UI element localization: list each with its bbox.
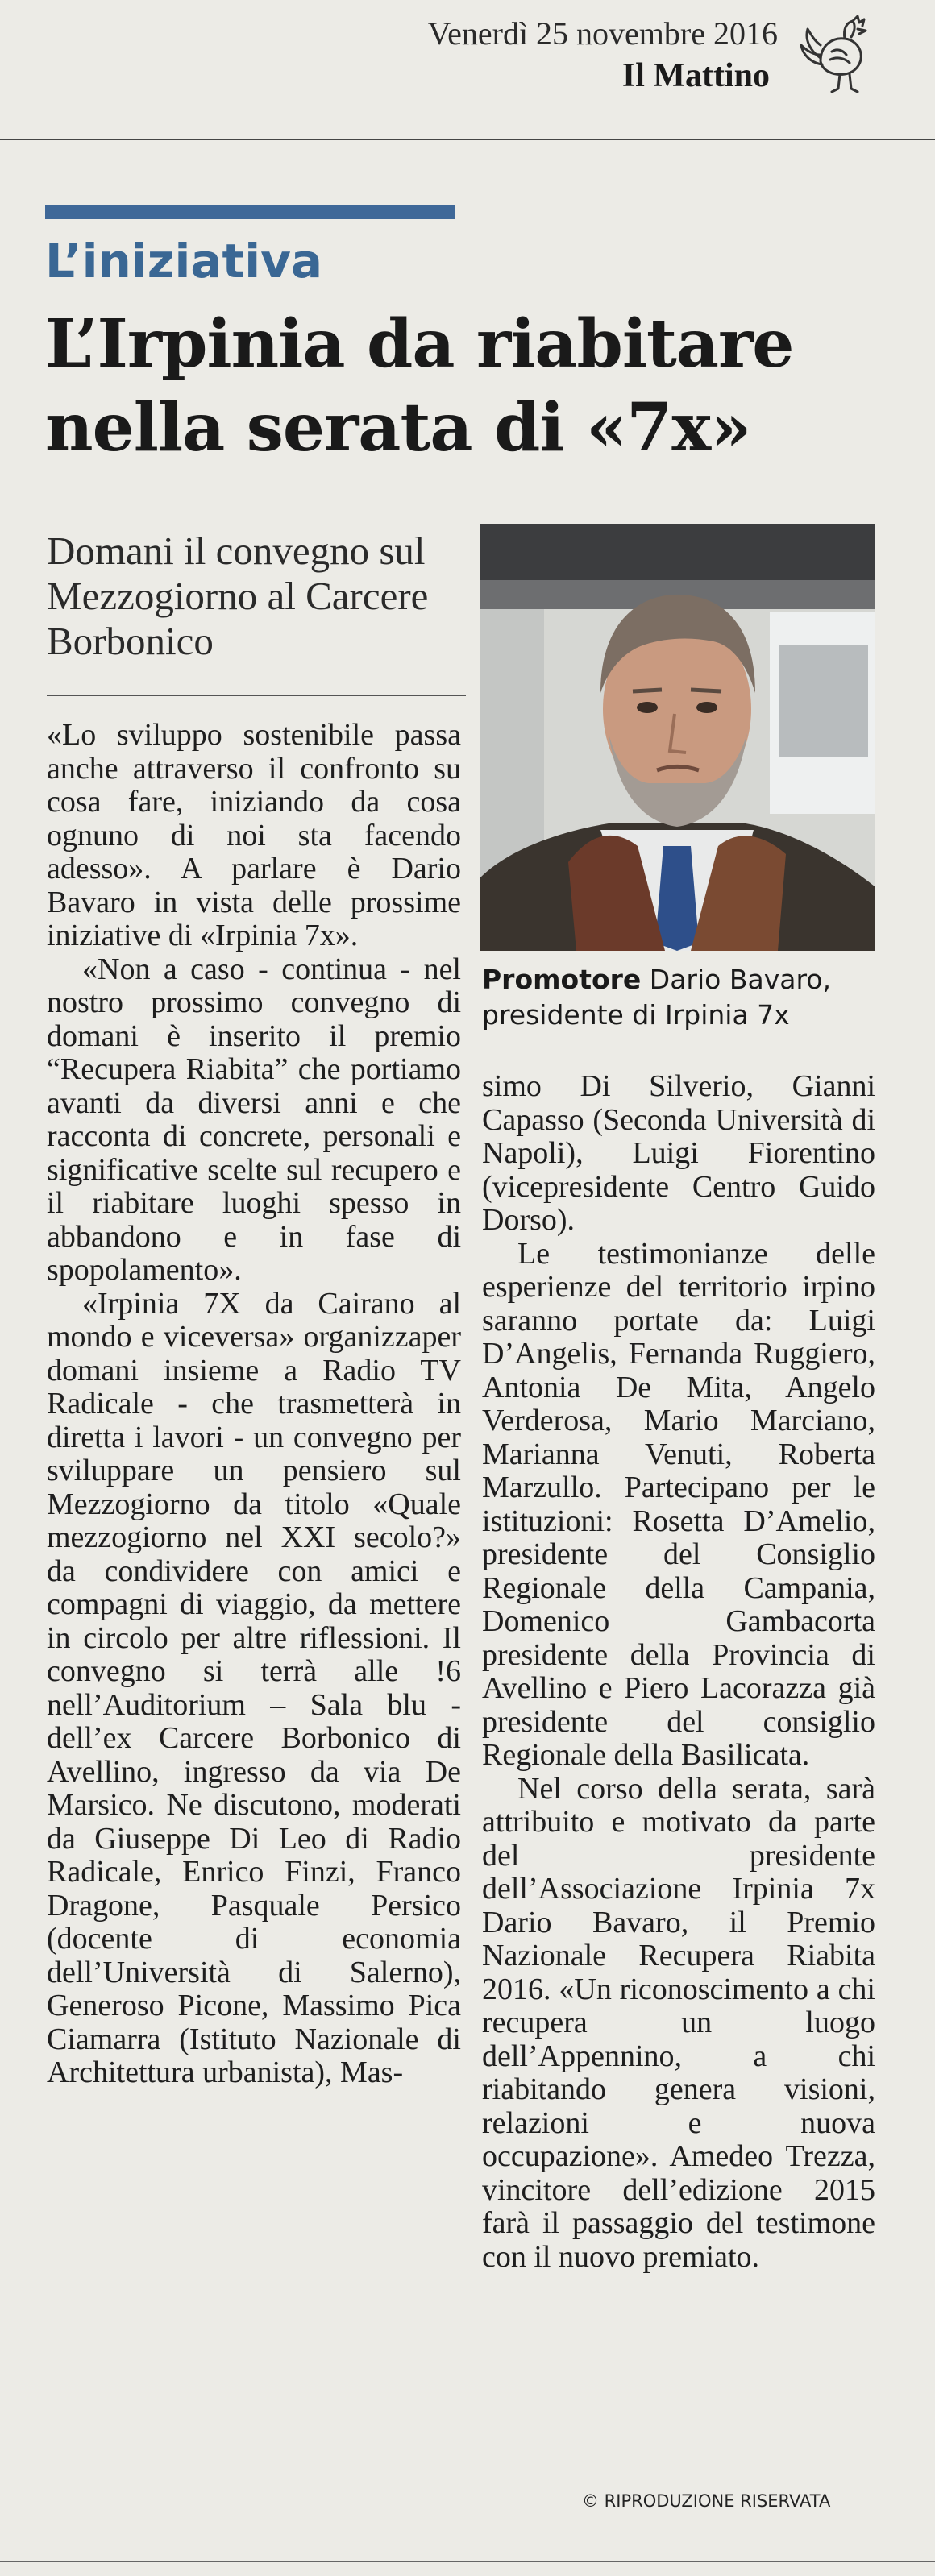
article-column-right: [482, 1070, 875, 2274]
copyright-notice: © RIPRODUZIONE RISERVATA: [582, 2491, 831, 2511]
headline-line-2: nella serata di «7x»: [45, 389, 751, 467]
publication-date: Venerdì 25 novembre 2016: [427, 15, 778, 52]
article-paragraph: «Irpinia 7X da Cairano al mondo e viceversa» organizzaper domani insieme a Radio TV Radicale - che trasmetterà in diretta i lavori - un convegno per sviluppare un pensiero sul Mezzogiorno da titolo «Quale mezzogiorno nel XXI secolo?» da condividere con amici e compagni di viaggio, da mettere in circolo per altre riflessioni. Il convegno si terrà alle !6 nell’Auditorium – Sala blu - dell’ex Carcere Borbonico di Avellino, ingresso da via De Marsico. Ne discutono, moderati da Giuseppe Di Leo di Radio Radicale, Enrico Finzi, Franco Dragone, Pasquale Persico (docente di economia dell’Università di Salerno), Generoso Picone, Massimo Pica Ciamarra (Istituto Nazionale di Architettura urbanista), Mas-: [47, 1286, 461, 2089]
portrait-illustration: [480, 524, 875, 951]
photo-caption: [482, 962, 885, 1033]
subhead-divider: [47, 695, 466, 696]
masthead: [0, 0, 935, 145]
article-paragraph: «Non a caso - continua - nel nostro prossimo convegno di domani è inserito il premio “Recupera Riabita” che portiamo avanti da diversi anni e che racconta di concrete, personali e significative scelte sul recupero e il riabitare luoghi spesso in abbandono e in fase di spopolamento».: [47, 952, 461, 1287]
newspaper-name: Il Mattino: [621, 57, 770, 94]
article-paragraph: Nel corso della serata, sarà attribuito e motivato da parte del presidente dell’Associazione Irpinia 7x Dario Bavaro, il Premio Nazionale Recupera Riabita 2016. «Un riconoscimento a chi recupera un luogo dell’Appennino, a chi riabitando genera visioni, relazioni e nuova occupazione». Amedeo Trezza, vincitore dell’edizione 2015 farà il passaggio del testimone con il nuovo premiato.: [482, 1771, 875, 2274]
masthead-divider: [0, 139, 935, 140]
bottom-divider: [0, 2561, 935, 2562]
article-headline: [45, 302, 900, 470]
caption-text: Dario Bavaro, presidente di Irpinia 7x: [482, 964, 831, 1031]
caption-label: Promotore: [482, 964, 642, 995]
article-column-left: [47, 719, 461, 2090]
article-kicker: L’iniziativa: [45, 234, 323, 288]
article-paragraph: «Lo sviluppo sostenibile passa anche attraverso il confronto su cosa fare, iniziando da cosa ognuno di noi sta facendo adesso». A parlare è Dario Bavaro in vista delle prossime iniziative di «Irpinia 7x».: [47, 718, 461, 952]
accent-bar: [45, 205, 455, 219]
article-paragraph: simo Di Silverio, Gianni Capasso (Seconda Università di Napoli), Luigi Fiorentino (vicepresidente Centro Guido Dorso).: [482, 1069, 875, 1237]
portrait-photo: [480, 524, 875, 951]
article-paragraph: Le testimonianze delle esperienze del territorio irpino saranno portate da: Luigi D’Angelis, Fernanda Ruggiero, Antonia De Mita, Angelo Verderosa, Mario Marciano, Marianna Venuti, Roberta Marzullo. Partecipano per le istituzioni: Rosetta D’Amelio, presidente del Consiglio Regionale della Campania, Domenico Gambacorta presidente della Provincia di Avellino e Piero Lacorazza già presidente del consiglio Regionale della Basilicata.: [482, 1236, 875, 1772]
article-subhead: Domani il convegno sul Mezzogiorno al Carcere Borbonico: [47, 529, 429, 663]
rooster-logo-icon: [796, 5, 893, 102]
headline-line-1: L’Irpinia da riabitare: [45, 305, 794, 383]
